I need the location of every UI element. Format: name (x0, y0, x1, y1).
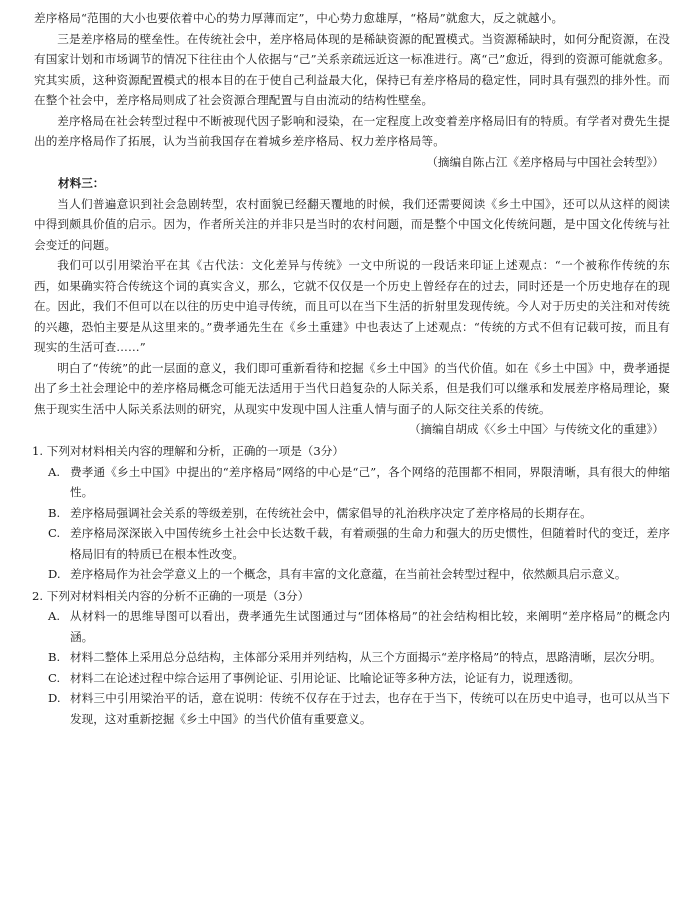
option-letter: A. (48, 609, 61, 623)
option-text: 从材料一的思维导图可以看出，费孝通先生试图通过与“团体格局”的社会结构相比较，来阐明“差序格局”的概念内涵。 (70, 609, 670, 644)
paragraph-barrier: 三是差序格局的壁垒性。在传统社会中，差序格局体现的是稀缺资源的配置模式。当资源稀缺时，如何分配资源，在没有国家计划和市场调节的情况下往往由个人依据与“己”关系亲疏远近这一标准进行。离“己”愈近，得到的资源可能就愈多。究其实质，这种资源配置模式的根本目的在于使自己利益最大化，保持已有差序格局的稳定性，同时具有强烈的排外性。而在整个社会中，差序格局则成了社会资源合理配置与自由流动的结构性壁垒。 (34, 31, 670, 107)
option-c (34, 668, 670, 689)
option-letter: C. (48, 526, 61, 540)
option-letter: B. (48, 505, 61, 520)
option-letter: C. (48, 670, 61, 685)
option-letter: A. (48, 464, 61, 479)
option-d (34, 564, 670, 585)
source-citation: （摘编自胡成《〈乡土中国〉与传统文化的重建》） (408, 422, 664, 436)
material-title: 材料三： (58, 175, 105, 190)
option-b (34, 503, 670, 524)
option-text: 差序格局深深嵌入中国传统乡土社会中长达数千载，有着顽强的生命力和强大的历史惯性，但随着时代的变迁，差序格局旧有的特质已在根本性改变。 (70, 526, 670, 561)
option-text: 差序格局强调社会关系的等级差别，在传统社会中，儒家倡导的礼治秩序决定了差序格局的长期存在。 (70, 505, 592, 520)
source-citation: （摘编自陈占江《差序格局与中国社会转型》） (426, 154, 664, 169)
option-c (34, 523, 670, 564)
option-d (34, 688, 670, 729)
paragraph: 我们可以引用梁治平在其《古代法：文化差异与传统》一文中所说的一段话来印证上述观点：“一个被称作传统的东西，如果确实符合传统这个词的真实含义，那么，它就不仅仅是一个历史上曾经存在的过去，同时还是一个历史地存在的现在。因此，我们不但可以在以往的历史中追寻传统，而且可以在当下生活的折射里发现传统。今人对于历史的关注和对传统的兴趣，恐怕主要是从这里来的。”费孝通先生在《乡土重建》中也表达了上述观点：“传统的方式不但有记载可按，而且有现实的生活可查……” (34, 258, 670, 354)
option-text: 材料三中引用梁治平的话，意在说明：传统不仅存在于过去，也存在于当下，传统可以在历史中追寻，也可以从当下发现，这对重新挖掘《乡土中国》的当代价值有重要意义。 (70, 691, 670, 726)
paragraph-continued: 差序格局“范围的大小也要依着中心的势力厚薄而定”，中心势力愈雄厚，“格局”就愈大，反之就越小。 (34, 11, 564, 25)
question-stem: 2. 下列对材料相关内容的分析不正确的一项是（3分） (32, 588, 310, 603)
option-letter: D. (48, 567, 61, 581)
option-a (34, 462, 670, 503)
question-stem: 1. 下列对材料相关内容的理解和分析，正确的一项是（3分） (32, 444, 344, 458)
option-a (34, 606, 670, 647)
option-text: 费孝通《乡土中国》中提出的“差序格局”网络的中心是“己”，各个网络的范围都不相同，界限清晰，具有很大的伸缩性。 (70, 464, 670, 499)
paragraph-transformation: 差序格局在社会转型过程中不断被现代因子影响和浸染，在一定程度上改变着差序格局旧有的特质。有学者对费先生提出的差序格局作了拓展，认为当前我国存在着城乡差序格局、权力差序格局等。 (34, 113, 670, 148)
paragraph: 当人们普遍意识到社会急剧转型，农村面貌已经翻天覆地的时候，我们还需要阅读《乡土中国》，还可以从这样的阅读中得到颇具价值的启示。因为，作者所关注的并非只是当时的农村问题，而是整个中国文化传统问题，是中国文化传统与社会变迁的问题。 (34, 196, 670, 252)
question-2 (34, 586, 670, 730)
option-letter: B. (48, 650, 61, 664)
option-b (34, 647, 670, 668)
option-letter: D. (48, 691, 61, 705)
question-1 (34, 441, 670, 585)
option-text: 差序格局作为社会学意义上的一个概念，具有丰富的文化意蕴，在当前社会转型过程中，依然颇具启示意义。 (70, 567, 627, 581)
paragraph: 明白了“传统”的此一层面的意义，我们即可重新看待和挖掘《乡土中国》的当代价值。如在《乡土中国》中，费孝通提出了乡土社会理论中的差序格局概念可能无法适用于当代日趋复杂的人际关系，但是我们可以继承和发展差序格局理论，聚焦于现实生活中人际关系法则的研究，从现实中发现中国人注重人情与面子的人际交往关系的传统。 (34, 360, 670, 416)
option-text: 材料二在论述过程中综合运用了事例论证、引用论证、比喻论证等多种方法，论证有力，说理透彻。 (70, 670, 581, 685)
option-text: 材料二整体上采用总分总结构，主体部分采用并列结构，从三个方面揭示“差序格局”的特点，思路清晰，层次分明。 (70, 650, 662, 664)
